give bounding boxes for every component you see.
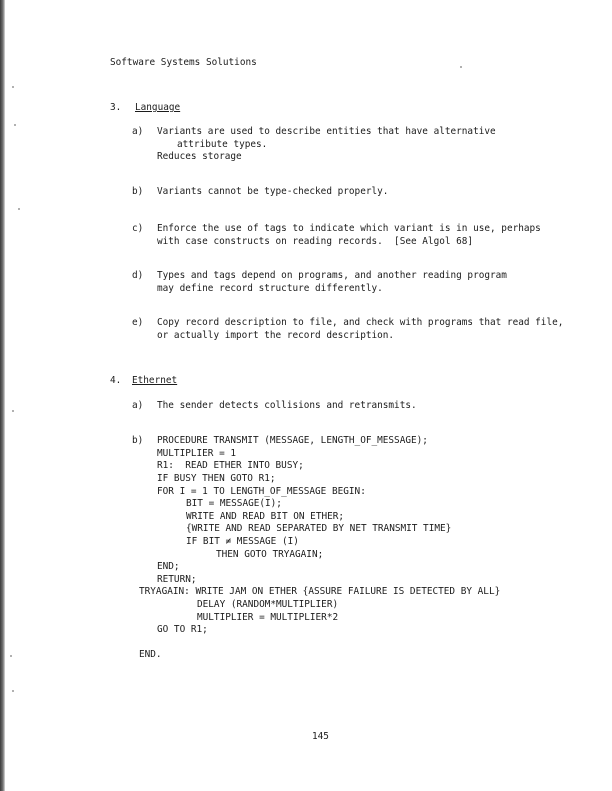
item-3d-line: may define record structure differently. [157,283,383,294]
code-line: TRYAGAIN: WRITE JAM ON ETHER {ASSURE FAILURE IS DETECTED BY ALL} [139,586,501,597]
item-3d-line: Types and tags depend on programs, and another reading program [157,270,507,281]
code-line: BIT = MESSAGE(I); [186,498,282,509]
item-3b-line: Variants cannot be type-checked properly. [157,186,389,197]
scan-speck [10,655,12,657]
code-line: WRITE AND READ BIT ON ETHER; [186,511,345,522]
code-line: IF BUSY THEN GOTO R1; [157,473,276,484]
section-3-title: Language [135,102,181,113]
code-line: END; [157,561,180,572]
code-line: IF BIT ≠ MESSAGE (I) [186,536,299,547]
item-3a-line: Reduces storage [157,151,242,162]
item-3c-line: with case constructs on reading records. [See Algol 68] [157,236,474,247]
scan-speck [18,208,20,210]
item-3d-label: d) [132,270,144,281]
code-line: R1: READ ETHER INTO BUSY; [157,460,304,471]
code-line: THEN GOTO TRYAGAIN; [216,549,324,560]
code-line: MULTIPLIER = MULTIPLIER*2 [197,612,339,623]
section-4-number: 4. [110,375,122,386]
code-line: {WRITE AND READ SEPARATED BY NET TRANSMIT TIME} [186,523,452,534]
section-4-title: Ethernet [132,375,178,386]
item-3e-line: or actually import the record description. [157,330,395,341]
scan-edge [0,0,5,791]
item-4b-label: b) [132,435,144,446]
item-3a-line: attribute types. [177,139,268,150]
scan-speck [12,410,14,412]
scan-speck [12,86,14,88]
item-3e-label: e) [132,317,144,328]
running-header: Software Systems Solutions [110,57,257,68]
code-line: END. [139,649,162,660]
item-3c-line: Enforce the use of tags to indicate which variant is in use, perhaps [157,223,541,234]
scan-speck [12,690,14,692]
item-3a-line: Variants are used to describe entities that have alternative [157,126,496,137]
scan-speck [460,66,462,68]
scan-speck [14,124,16,126]
code-line: RETURN; [157,574,197,585]
item-3b-label: b) [132,186,144,197]
code-line: PROCEDURE TRANSMIT (MESSAGE, LENGTH_OF_MESSAGE); [157,435,428,446]
section-3-number: 3. [110,102,122,113]
item-3a-label: a) [132,126,144,137]
code-line: DELAY (RANDOM*MULTIPLIER) [197,599,339,610]
item-3c-label: c) [132,223,144,234]
page-number: 145 [312,731,329,742]
code-line: MULTIPLIER = 1 [157,448,237,459]
item-4a-label: a) [132,400,144,411]
item-4a-line: The sender detects collisions and retransmits. [157,400,417,411]
code-line: FOR I = 1 TO LENGTH_OF_MESSAGE BEGIN: [157,486,366,497]
item-3e-line: Copy record description to file, and check with programs that read file, [157,317,564,328]
code-line: GO TO R1; [157,624,208,635]
